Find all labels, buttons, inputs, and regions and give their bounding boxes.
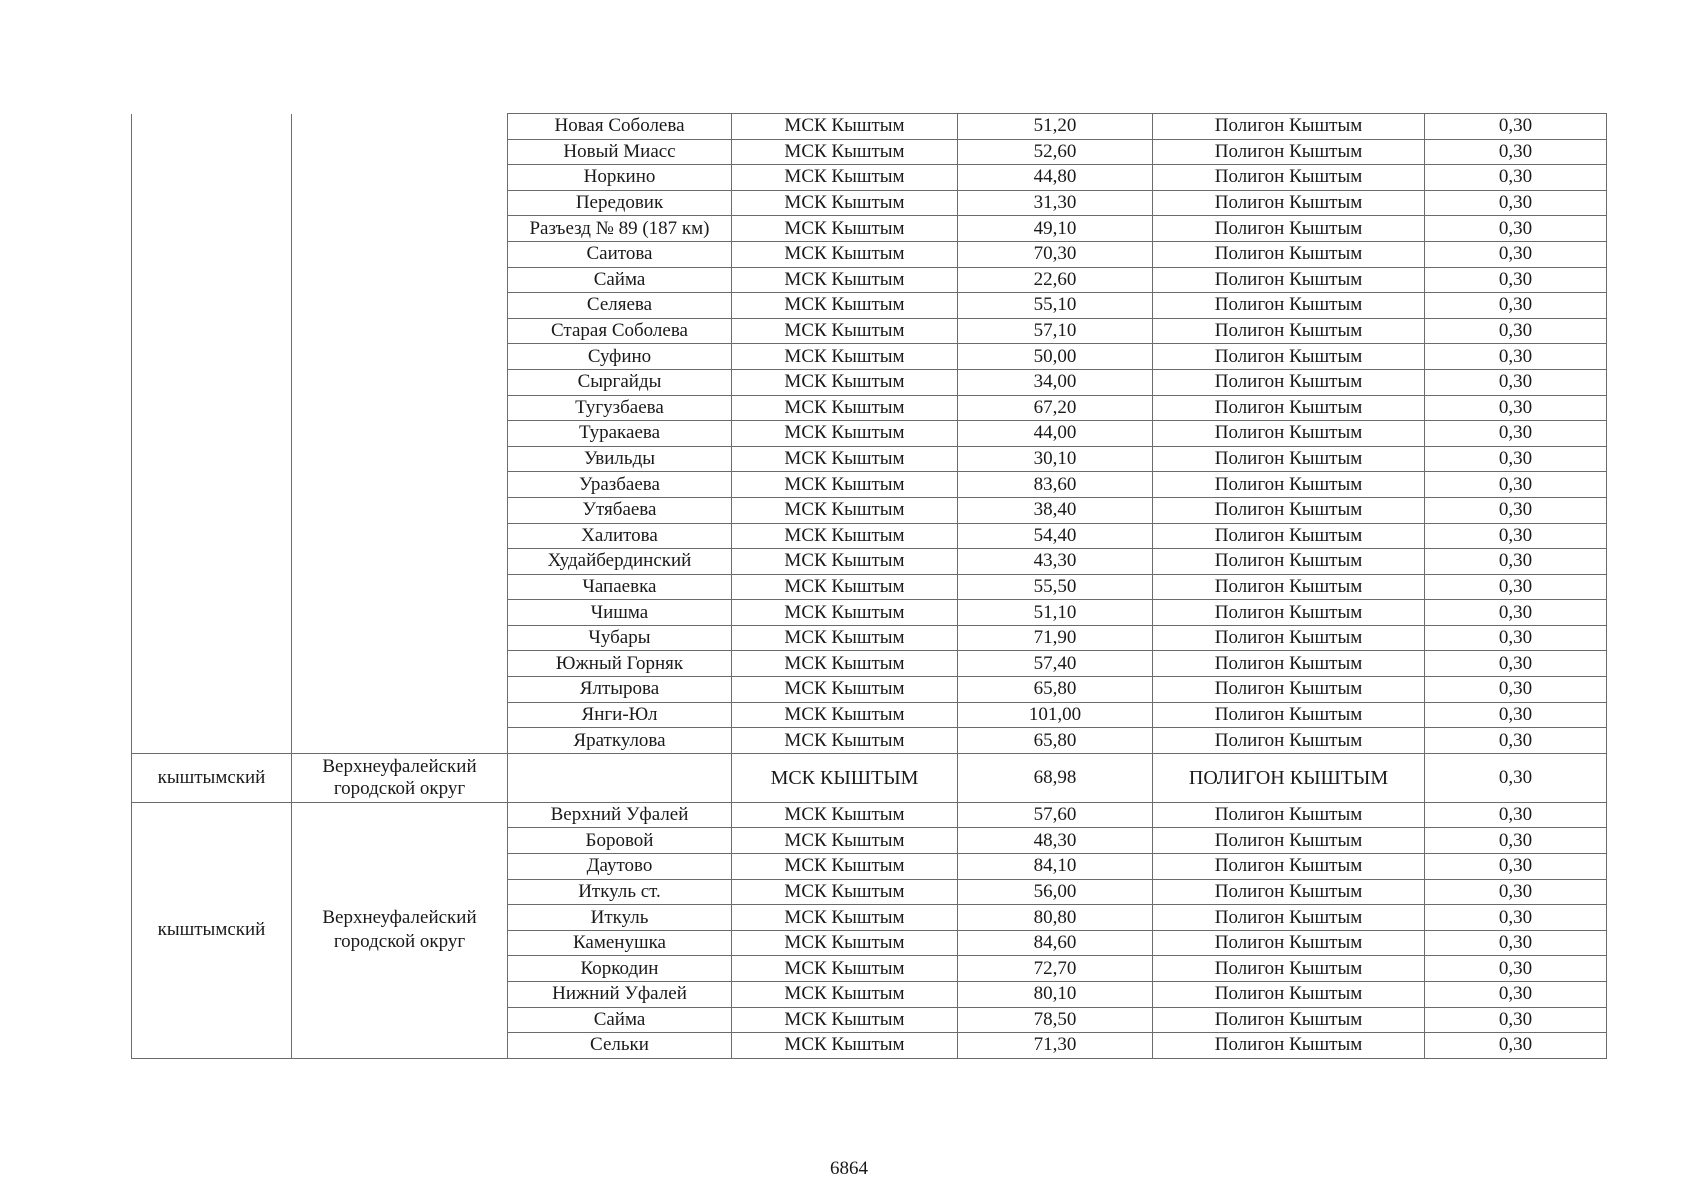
msk-cell: МСК Кыштым — [732, 216, 958, 242]
polygon-cell: Полигон Кыштым — [1153, 625, 1425, 651]
msk-cell: МСК Кыштым — [732, 728, 958, 754]
msk-cell: МСК Кыштым — [732, 114, 958, 140]
distance-cell: 31,30 — [958, 190, 1153, 216]
settlement-cell: Янги-Юл — [508, 702, 732, 728]
polygon-cell: Полигон Кыштым — [1153, 1007, 1425, 1033]
settlement-cell: Утябаева — [508, 497, 732, 523]
value-cell: 0,30 — [1425, 854, 1607, 880]
value-cell: 0,30 — [1425, 1033, 1607, 1059]
settlement-cell: Селяева — [508, 293, 732, 319]
msk-cell: МСК Кыштым — [732, 267, 958, 293]
table-row — [132, 753, 1607, 802]
settlement-cell: Новый Миасс — [508, 139, 732, 165]
polygon-cell: Полигон Кыштым — [1153, 497, 1425, 523]
msk-cell: МСК Кыштым — [732, 190, 958, 216]
value-cell: 0,30 — [1425, 421, 1607, 447]
distance-cell: 44,80 — [958, 165, 1153, 191]
page-number: 6864 — [830, 1158, 868, 1179]
settlement-cell: Иткуль — [508, 905, 732, 931]
settlement-cell: Передовик — [508, 190, 732, 216]
polygon-cell: Полигон Кыштым — [1153, 446, 1425, 472]
polygon-cell: Полигон Кыштым — [1153, 216, 1425, 242]
msk-cell: МСК Кыштым — [732, 293, 958, 319]
polygon-cell: Полигон Кыштым — [1153, 318, 1425, 344]
polygon-cell: Полигон Кыштым — [1153, 139, 1425, 165]
value-cell: 0,30 — [1425, 802, 1607, 828]
distance-cell: 44,00 — [958, 421, 1153, 447]
msk-cell: МСК Кыштым — [732, 677, 958, 703]
polygon-cell: Полигон Кыштым — [1153, 267, 1425, 293]
settlement-cell: Разъезд № 89 (187 км) — [508, 216, 732, 242]
msk-cell: МСК Кыштым — [732, 165, 958, 191]
msk-cell: МСК Кыштым — [732, 802, 958, 828]
distance-cell: 50,00 — [958, 344, 1153, 370]
msk-cell: МСК Кыштым — [732, 421, 958, 447]
polygon-cell: Полигон Кыштым — [1153, 677, 1425, 703]
district-cell: кыштымский — [132, 802, 292, 1058]
value-cell: 0,30 — [1425, 114, 1607, 140]
value-cell: 0,30 — [1425, 879, 1607, 905]
msk-cell: МСК Кыштым — [732, 472, 958, 498]
value-cell: 0,30 — [1425, 139, 1607, 165]
value-cell: 0,30 — [1425, 267, 1607, 293]
settlement-cell: Халитова — [508, 523, 732, 549]
municipality-cell: Верхнеуфалейский городской округ — [292, 802, 508, 1058]
district-cell: кыштымский — [132, 753, 292, 802]
value-cell: 0,30 — [1425, 828, 1607, 854]
municipality-cell — [292, 114, 508, 754]
msk-cell: МСК Кыштым — [732, 523, 958, 549]
value-cell: 0,30 — [1425, 677, 1607, 703]
msk-cell: МСК Кыштым — [732, 905, 958, 931]
polygon-cell: Полигон Кыштым — [1153, 702, 1425, 728]
polygon-cell: Полигон Кыштым — [1153, 165, 1425, 191]
msk-cell: МСК Кыштым — [732, 600, 958, 626]
settlement-cell: Чишма — [508, 600, 732, 626]
msk-cell: МСК Кыштым — [732, 854, 958, 880]
settlement-cell: Верхний Уфалей — [508, 802, 732, 828]
settlement-cell: Сайма — [508, 1007, 732, 1033]
value-cell: 0,30 — [1425, 395, 1607, 421]
settlement-cell: Нижний Уфалей — [508, 982, 732, 1008]
settlement-cell: Сайма — [508, 267, 732, 293]
polygon-cell: Полигон Кыштым — [1153, 574, 1425, 600]
msk-cell: МСК Кыштым — [732, 1033, 958, 1059]
value-cell: 0,30 — [1425, 497, 1607, 523]
value-cell: 0,30 — [1425, 930, 1607, 956]
msk-cell: МСК Кыштым — [732, 651, 958, 677]
settlement-cell: Ялтырова — [508, 677, 732, 703]
settlement-cell: Чубары — [508, 625, 732, 651]
polygon-cell: Полигон Кыштым — [1153, 241, 1425, 267]
distance-cell: 49,10 — [958, 216, 1153, 242]
distance-cell: 101,00 — [958, 702, 1153, 728]
distance-cell: 52,60 — [958, 139, 1153, 165]
value-cell: 0,30 — [1425, 241, 1607, 267]
value-cell: 0,30 — [1425, 549, 1607, 575]
settlement-cell: Уразбаева — [508, 472, 732, 498]
polygon-cell: Полигон Кыштым — [1153, 802, 1425, 828]
polygon-cell: Полигон Кыштым — [1153, 549, 1425, 575]
settlement-cell: Сыргайды — [508, 369, 732, 395]
polygon-cell: Полигон Кыштым — [1153, 1033, 1425, 1059]
polygon-cell: Полигон Кыштым — [1153, 956, 1425, 982]
polygon-cell: Полигон Кыштым — [1153, 395, 1425, 421]
value-cell: 0,30 — [1425, 1007, 1607, 1033]
settlement-cell: Саитова — [508, 241, 732, 267]
polygon-cell: Полигон Кыштым — [1153, 728, 1425, 754]
distance-cell: 80,10 — [958, 982, 1153, 1008]
distance-cell: 78,50 — [958, 1007, 1153, 1033]
msk-cell: МСК Кыштым — [732, 702, 958, 728]
table-body — [132, 114, 1607, 1059]
settlement-cell: Коркодин — [508, 956, 732, 982]
distance-cell: 56,00 — [958, 879, 1153, 905]
polygon-cell: Полигон Кыштым — [1153, 651, 1425, 677]
settlement-cell: Туракаева — [508, 421, 732, 447]
distance-cell: 57,60 — [958, 802, 1153, 828]
distance-cell: 84,10 — [958, 854, 1153, 880]
value-cell: 0,30 — [1425, 982, 1607, 1008]
distance-cell: 57,40 — [958, 651, 1153, 677]
distance-cell: 71,30 — [958, 1033, 1153, 1059]
distance-cell: 55,50 — [958, 574, 1153, 600]
settlement-cell: Худайбердинский — [508, 549, 732, 575]
settlement-cell: Увильды — [508, 446, 732, 472]
settlement-cell: Боровой — [508, 828, 732, 854]
msk-cell: МСК Кыштым — [732, 344, 958, 370]
value-cell: 0,30 — [1425, 625, 1607, 651]
value-cell: 0,30 — [1425, 702, 1607, 728]
msk-cell: МСК Кыштым — [732, 497, 958, 523]
polygon-cell: Полигон Кыштым — [1153, 293, 1425, 319]
msk-cell: МСК Кыштым — [732, 574, 958, 600]
value-cell: 0,30 — [1425, 956, 1607, 982]
polygon-cell: Полигон Кыштым — [1153, 523, 1425, 549]
distance-cell: 84,60 — [958, 930, 1153, 956]
polygon-cell: Полигон Кыштым — [1153, 982, 1425, 1008]
value-cell: 0,30 — [1425, 651, 1607, 677]
msk-cell: МСК Кыштым — [732, 395, 958, 421]
polygon-cell: Полигон Кыштым — [1153, 600, 1425, 626]
settlement-cell: Даутово — [508, 854, 732, 880]
distance-cell: 43,30 — [958, 549, 1153, 575]
settlement-cell: Южный Горняк — [508, 651, 732, 677]
distance-cell: 51,20 — [958, 114, 1153, 140]
polygon-cell: Полигон Кыштым — [1153, 905, 1425, 931]
value-cell: 0,30 — [1425, 446, 1607, 472]
polygon-cell: Полигон Кыштым — [1153, 190, 1425, 216]
settlement-cell — [508, 753, 732, 802]
distance-cell: 34,00 — [958, 369, 1153, 395]
polygon-cell: Полигон Кыштым — [1153, 369, 1425, 395]
municipality-cell: Верхнеуфалейский городской округ — [292, 753, 508, 802]
msk-cell: МСК Кыштым — [732, 139, 958, 165]
value-cell: 0,30 — [1425, 216, 1607, 242]
settlement-cell: Иткуль ст. — [508, 879, 732, 905]
polygon-cell: Полигон Кыштым — [1153, 472, 1425, 498]
polygon-cell: Полигон Кыштым — [1153, 114, 1425, 140]
value-cell: 0,30 — [1425, 318, 1607, 344]
msk-cell: МСК Кыштым — [732, 879, 958, 905]
value-cell: 0,30 — [1425, 190, 1607, 216]
distance-cell: 30,10 — [958, 446, 1153, 472]
settlement-cell: Каменушка — [508, 930, 732, 956]
distance-cell: 55,10 — [958, 293, 1153, 319]
polygon-cell: Полигон Кыштым — [1153, 828, 1425, 854]
polygon-cell: Полигон Кыштым — [1153, 344, 1425, 370]
settlement-cell: Старая Соболева — [508, 318, 732, 344]
distance-cell: 68,98 — [958, 753, 1153, 802]
distance-cell: 22,60 — [958, 267, 1153, 293]
distance-cell: 48,30 — [958, 828, 1153, 854]
msk-cell: МСК Кыштым — [732, 241, 958, 267]
distance-cell: 83,60 — [958, 472, 1153, 498]
value-cell: 0,30 — [1425, 369, 1607, 395]
msk-cell: МСК Кыштым — [732, 828, 958, 854]
district-cell — [132, 114, 292, 754]
settlement-cell: Суфино — [508, 344, 732, 370]
value-cell: 0,30 — [1425, 293, 1607, 319]
msk-cell: МСК КЫШТЫМ — [732, 753, 958, 802]
value-cell: 0,30 — [1425, 472, 1607, 498]
msk-cell: МСК Кыштым — [732, 625, 958, 651]
value-cell: 0,30 — [1425, 753, 1607, 802]
msk-cell: МСК Кыштым — [732, 549, 958, 575]
value-cell: 0,30 — [1425, 165, 1607, 191]
distance-cell: 57,10 — [958, 318, 1153, 344]
value-cell: 0,30 — [1425, 344, 1607, 370]
msk-cell: МСК Кыштым — [732, 956, 958, 982]
msk-cell: МСК Кыштым — [732, 318, 958, 344]
polygon-cell: Полигон Кыштым — [1153, 879, 1425, 905]
value-cell: 0,30 — [1425, 905, 1607, 931]
distance-cell: 70,30 — [958, 241, 1153, 267]
msk-cell: МСК Кыштым — [732, 982, 958, 1008]
table-row — [132, 114, 1607, 140]
value-cell: 0,30 — [1425, 574, 1607, 600]
settlement-cell: Тугузбаева — [508, 395, 732, 421]
distance-cell: 65,80 — [958, 728, 1153, 754]
distance-cell: 80,80 — [958, 905, 1153, 931]
distance-cell: 54,40 — [958, 523, 1153, 549]
msk-cell: МСК Кыштым — [732, 930, 958, 956]
polygon-cell: Полигон Кыштым — [1153, 421, 1425, 447]
distance-cell: 67,20 — [958, 395, 1153, 421]
distance-cell: 71,90 — [958, 625, 1153, 651]
polygon-cell: Полигон Кыштым — [1153, 930, 1425, 956]
msk-cell: МСК Кыштым — [732, 1007, 958, 1033]
msk-cell: МСК Кыштым — [732, 369, 958, 395]
polygon-cell: ПОЛИГОН КЫШТЫМ — [1153, 753, 1425, 802]
table-row — [132, 802, 1607, 828]
msk-cell: МСК Кыштым — [732, 446, 958, 472]
settlement-cell: Чапаевка — [508, 574, 732, 600]
value-cell: 0,30 — [1425, 600, 1607, 626]
settlement-cell: Новая Соболева — [508, 114, 732, 140]
polygon-cell: Полигон Кыштым — [1153, 854, 1425, 880]
value-cell: 0,30 — [1425, 728, 1607, 754]
settlement-cell: Яраткулова — [508, 728, 732, 754]
distance-cell: 38,40 — [958, 497, 1153, 523]
data-table — [131, 113, 1607, 1059]
distance-cell: 51,10 — [958, 600, 1153, 626]
settlement-cell: Сельки — [508, 1033, 732, 1059]
distance-cell: 72,70 — [958, 956, 1153, 982]
value-cell: 0,30 — [1425, 523, 1607, 549]
settlement-cell: Норкино — [508, 165, 732, 191]
distance-cell: 65,80 — [958, 677, 1153, 703]
